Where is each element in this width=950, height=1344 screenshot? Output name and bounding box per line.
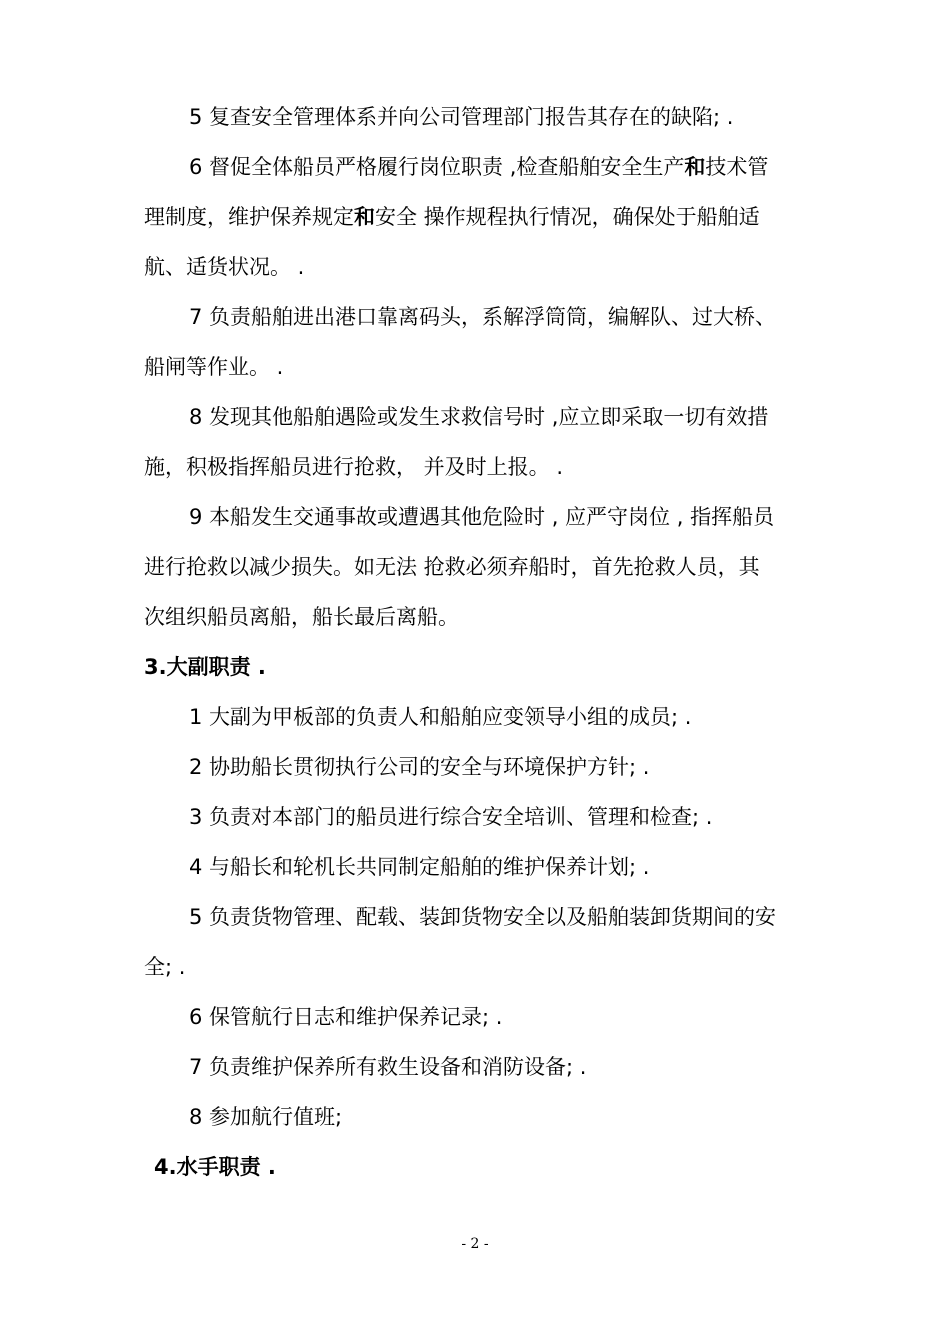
first-mate-item-3: 3 负责对本部门的船员进行综合安全培训、管理和检查; . [189,805,713,829]
captain-item-6-line-2 [144,202,760,232]
captain-item-6-line-1 [189,152,768,182]
page-number: - 2 - [461,1236,489,1252]
captain-item-9-line-3: 次组织船员离船，船长最后离船。 [144,605,459,629]
captain-item-6-line-3: 航、适货状况。 . [144,255,305,279]
text-run: 理制度，维护保养规定 [144,205,354,229]
text-run: 6 督促全体船员严格履行岗位职责 ,检查船舶安全生产 [189,155,685,179]
text-run: 技术管 [705,155,769,179]
captain-item-9-line-2: 进行抢救以减少损失。如无法 抢救必须弃船时，首先抢救人员，其 [144,555,760,579]
captain-item-9-line-1: 9 本船发生交通事故或遭遇其他危险时 , 应严守岗位 , 指挥船员 [189,505,775,529]
captain-item-7-line-2: 船闸等作业。 . [144,355,284,379]
first-mate-item-2: 2 协助船长贯彻执行公司的安全与环境保护方针; . [189,755,650,779]
first-mate-item-4: 4 与船长和轮机长共同制定船舶的维护保养计划; . [189,855,650,879]
section-4-heading: 4.水手职责 . [154,1155,276,1179]
first-mate-item-6: 6 保管航行日志和维护保养记录; . [189,1005,503,1029]
captain-item-8-line-1: 8 发现其他船舶遇险或发生求救信号时 ,应立即采取一切有效措 [189,405,769,429]
first-mate-item-7: 7 负责维护保养所有救生设备和消防设备; . [189,1055,587,1079]
text-run: 安全 操作规程执行情况，确保处于船舶适 [375,205,760,229]
captain-item-5: 5 复查安全管理体系并向公司管理部门报告其存在的缺陷; . [189,105,734,129]
captain-item-7-line-1: 7 负责船舶进出港口靠离码头，系解浮筒筒，编解队、过大桥、 [189,305,777,329]
captain-item-8-line-2: 施，积极指挥船员进行抢救， 并及时上报。 . [144,455,564,479]
first-mate-item-5-line-2: 全; . [144,955,186,979]
first-mate-item-5-line-1: 5 负责货物管理、配载、装卸货物安全以及船舶装卸货期间的安 [189,905,777,929]
first-mate-item-8: 8 参加航行值班; [189,1105,343,1129]
bold-text-run: 和 [354,205,375,229]
bold-text-run: 和 [684,155,706,179]
first-mate-item-1: 1 大副为甲板部的负责人和船舶应变领导小组的成员; . [189,705,692,729]
section-3-heading: 3.大副职责 . [144,655,266,679]
